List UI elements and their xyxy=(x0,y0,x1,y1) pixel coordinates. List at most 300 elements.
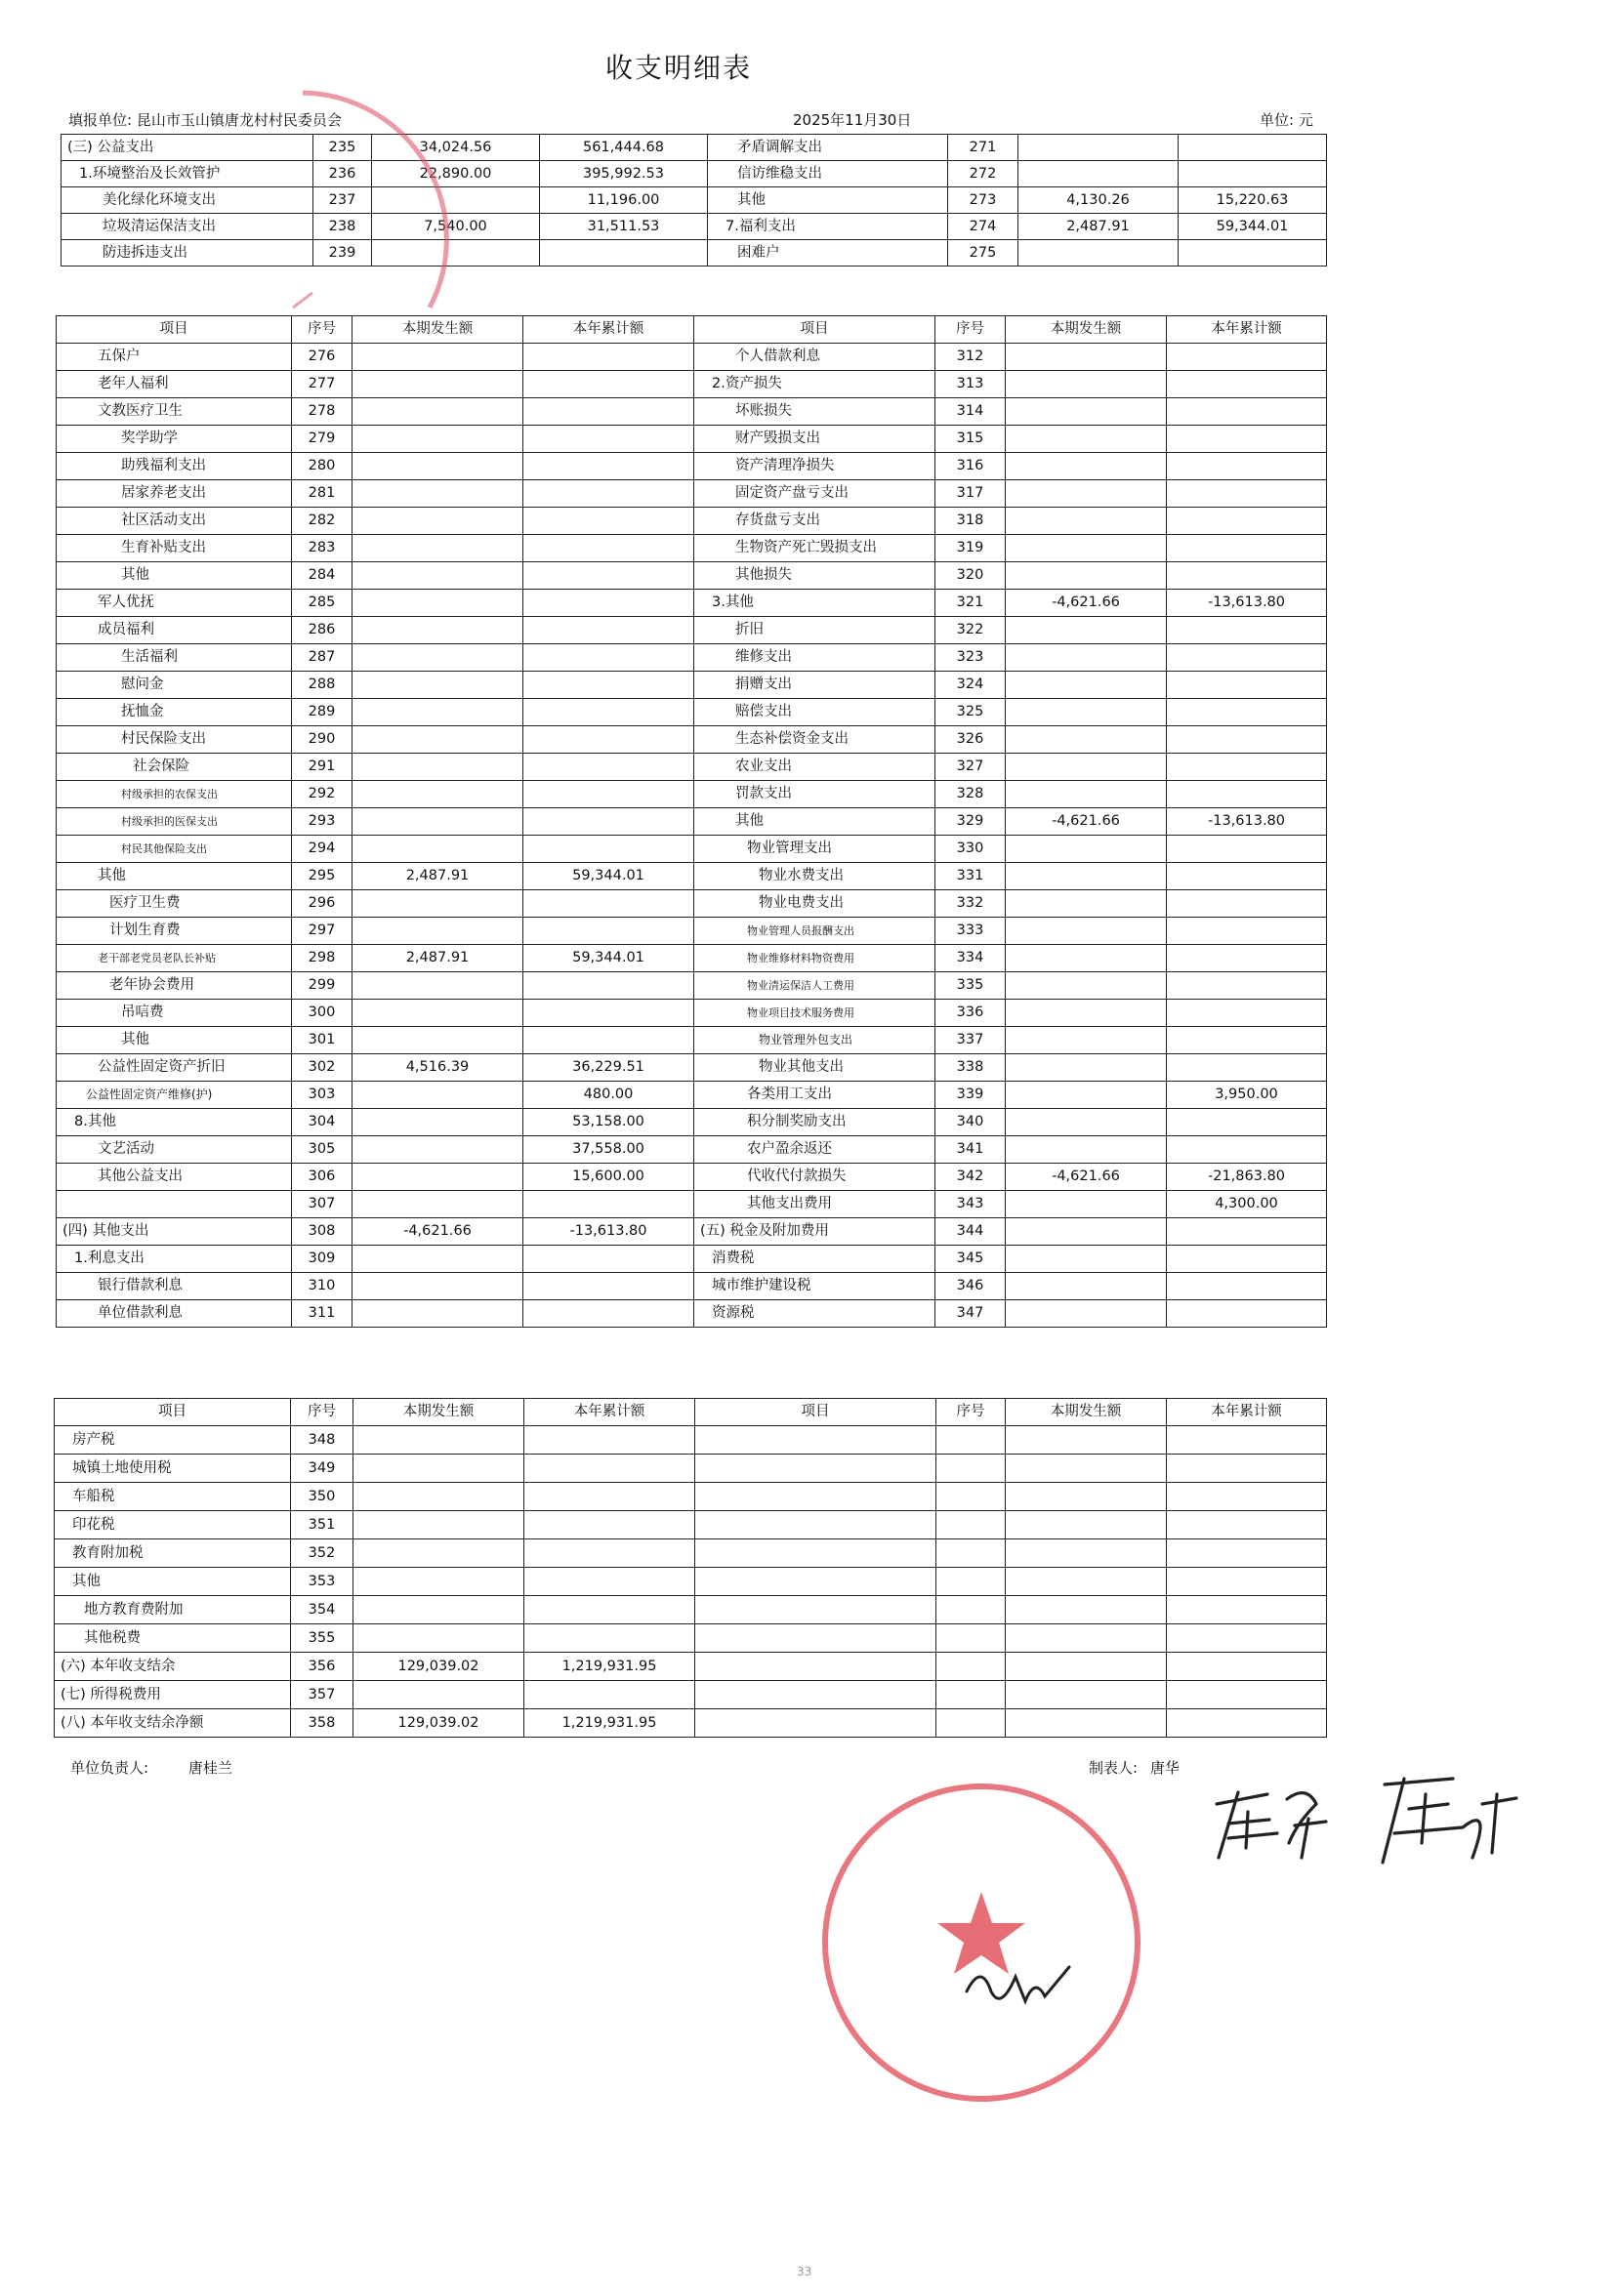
item-name-cell: 物业电费支出 xyxy=(694,890,935,918)
serial-number-cell: 288 xyxy=(292,672,352,699)
serial-number-cell: 303 xyxy=(292,1082,352,1109)
item-name-cell: 银行借款利息 xyxy=(57,1273,292,1300)
year-to-date-amount-cell: 395,992.53 xyxy=(540,161,708,187)
table-row xyxy=(57,726,1327,754)
currency-unit: 单位: 元 xyxy=(1260,111,1313,129)
item-name-cell: 公益性固定资产折旧 xyxy=(57,1054,292,1082)
current-period-amount-cell xyxy=(353,1483,524,1511)
table-row xyxy=(62,187,1327,214)
empty-cell xyxy=(936,1653,1006,1681)
item-name-cell: 农户盈余返还 xyxy=(694,1136,935,1164)
serial-number-cell: 320 xyxy=(935,562,1006,590)
serial-number-cell: 325 xyxy=(935,699,1006,726)
year-to-date-amount-cell xyxy=(1167,1273,1327,1300)
table-row xyxy=(57,1054,1327,1082)
serial-number-cell: 315 xyxy=(935,426,1006,453)
item-name-cell: 其他 xyxy=(55,1568,291,1596)
table-welfare-and-other-expenses xyxy=(56,315,1327,1328)
item-name-cell: 2.资产损失 xyxy=(694,371,935,398)
item-name-cell: 困难户 xyxy=(708,240,948,266)
serial-number-cell: 332 xyxy=(935,890,1006,918)
year-to-date-amount-cell xyxy=(1167,781,1327,808)
current-period-amount-cell xyxy=(352,344,523,371)
current-period-amount-cell xyxy=(352,480,523,508)
year-to-date-amount-cell xyxy=(523,754,694,781)
item-name-cell: 房产税 xyxy=(55,1426,291,1455)
year-to-date-amount-cell xyxy=(1167,644,1327,672)
empty-cell xyxy=(695,1539,936,1568)
table-row xyxy=(57,1300,1327,1328)
serial-number-cell: 282 xyxy=(292,508,352,535)
table-row xyxy=(57,1191,1327,1218)
serial-number-cell: 296 xyxy=(292,890,352,918)
year-to-date-amount-cell xyxy=(524,1568,695,1596)
serial-number-cell: 322 xyxy=(935,617,1006,644)
year-to-date-amount-cell xyxy=(523,535,694,562)
serial-number-cell: 351 xyxy=(291,1511,353,1539)
empty-cell xyxy=(936,1568,1006,1596)
item-name-cell: 1.环境整治及长效管护 xyxy=(62,161,313,187)
item-name-cell: 医疗卫生费 xyxy=(57,890,292,918)
serial-number-cell: 274 xyxy=(948,214,1018,240)
column-header: 项目 xyxy=(694,316,935,344)
item-name-cell: 8.其他 xyxy=(57,1109,292,1136)
current-period-amount-cell xyxy=(1006,426,1167,453)
empty-cell xyxy=(695,1455,936,1483)
year-to-date-amount-cell xyxy=(1167,344,1327,371)
item-name-cell: 代收代付款损失 xyxy=(694,1164,935,1191)
empty-cell xyxy=(1006,1511,1167,1539)
current-period-amount-cell xyxy=(353,1511,524,1539)
year-to-date-amount-cell: 53,158.00 xyxy=(523,1109,694,1136)
table-row xyxy=(55,1539,1327,1568)
serial-number-cell: 341 xyxy=(935,1136,1006,1164)
column-header: 本期发生额 xyxy=(352,316,523,344)
item-name-cell: 罚款支出 xyxy=(694,781,935,808)
current-period-amount-cell xyxy=(352,836,523,863)
item-name-cell: 其他 xyxy=(694,808,935,836)
item-name-cell: 成员福利 xyxy=(57,617,292,644)
year-to-date-amount-cell xyxy=(1167,480,1327,508)
item-name-cell: 捐赠支出 xyxy=(694,672,935,699)
item-name-cell: 车船税 xyxy=(55,1483,291,1511)
item-name-cell: 社会保险 xyxy=(57,754,292,781)
year-to-date-amount-cell: -13,613.80 xyxy=(523,1218,694,1246)
empty-cell xyxy=(1006,1709,1167,1738)
current-period-amount-cell xyxy=(353,1681,524,1709)
item-name-cell: (三) 公益支出 xyxy=(62,135,313,161)
serial-number-cell: 344 xyxy=(935,1218,1006,1246)
year-to-date-amount-cell xyxy=(523,453,694,480)
table-row xyxy=(57,945,1327,972)
item-name-cell: 公益性固定资产维修(护) xyxy=(57,1082,292,1109)
year-to-date-amount-cell xyxy=(523,726,694,754)
column-header: 本期发生额 xyxy=(1006,316,1167,344)
table-row xyxy=(55,1511,1327,1539)
serial-number-cell: 307 xyxy=(292,1191,352,1218)
item-name-cell: 其他 xyxy=(57,562,292,590)
current-period-amount-cell xyxy=(352,726,523,754)
current-period-amount-cell: 7,540.00 xyxy=(372,214,540,240)
year-to-date-amount-cell xyxy=(523,808,694,836)
empty-cell xyxy=(936,1596,1006,1624)
current-period-amount-cell: 4,130.26 xyxy=(1018,187,1179,214)
serial-number-cell: 334 xyxy=(935,945,1006,972)
current-period-amount-cell xyxy=(1006,945,1167,972)
serial-number-cell: 354 xyxy=(291,1596,353,1624)
year-to-date-amount-cell: 1,219,931.95 xyxy=(524,1653,695,1681)
item-name-cell: 老干部老党员老队长补贴 xyxy=(57,945,292,972)
column-header: 序号 xyxy=(935,316,1006,344)
table-row xyxy=(57,1164,1327,1191)
year-to-date-amount-cell xyxy=(1167,1300,1327,1328)
current-period-amount-cell xyxy=(1006,508,1167,535)
year-to-date-amount-cell: 4,300.00 xyxy=(1167,1191,1327,1218)
year-to-date-amount-cell xyxy=(523,918,694,945)
item-name-cell: 坏账损失 xyxy=(694,398,935,426)
year-to-date-amount-cell xyxy=(523,1246,694,1273)
empty-cell xyxy=(936,1624,1006,1653)
serial-number-cell: 331 xyxy=(935,863,1006,890)
serial-number-cell: 326 xyxy=(935,726,1006,754)
serial-number-cell: 306 xyxy=(292,1164,352,1191)
current-period-amount-cell xyxy=(1006,480,1167,508)
current-period-amount-cell: -4,621.66 xyxy=(1006,590,1167,617)
preparer xyxy=(1089,1757,1180,1778)
current-period-amount-cell: -4,621.66 xyxy=(1006,808,1167,836)
serial-number-cell: 343 xyxy=(935,1191,1006,1218)
item-name-cell: 防违拆违支出 xyxy=(62,240,313,266)
column-header: 本年累计额 xyxy=(1167,1399,1327,1426)
preparer-name: 唐华 xyxy=(1149,1759,1180,1777)
item-name-cell: 村级承担的农保支出 xyxy=(57,781,292,808)
year-to-date-amount-cell xyxy=(1167,972,1327,1000)
current-period-amount-cell xyxy=(1006,371,1167,398)
item-name-cell: 各类用工支出 xyxy=(694,1082,935,1109)
empty-cell xyxy=(1167,1624,1327,1653)
table-row xyxy=(57,508,1327,535)
table-row xyxy=(57,1109,1327,1136)
item-name-cell: 奖学助学 xyxy=(57,426,292,453)
item-name-cell: 其他损失 xyxy=(694,562,935,590)
reporting-unit-name: 昆山市玉山镇唐龙村村民委员会 xyxy=(136,111,342,129)
current-period-amount-cell xyxy=(353,1596,524,1624)
item-name-cell: 老年人福利 xyxy=(57,371,292,398)
empty-cell xyxy=(1006,1539,1167,1568)
item-name-cell: 城镇土地使用税 xyxy=(55,1455,291,1483)
column-header: 本年累计额 xyxy=(524,1399,695,1426)
year-to-date-amount-cell: 561,444.68 xyxy=(540,135,708,161)
serial-number-cell: 271 xyxy=(948,135,1018,161)
year-to-date-amount-cell xyxy=(1167,371,1327,398)
year-to-date-amount-cell: -21,863.80 xyxy=(1167,1164,1327,1191)
item-name-cell: 物业管理支出 xyxy=(694,836,935,863)
current-period-amount-cell xyxy=(1006,890,1167,918)
item-name-cell: 美化绿化环境支出 xyxy=(62,187,313,214)
current-period-amount-cell xyxy=(352,1136,523,1164)
official-seal-bottom-stamp xyxy=(815,1777,1147,2109)
current-period-amount-cell xyxy=(1006,1246,1167,1273)
empty-cell xyxy=(695,1483,936,1511)
serial-number-cell: 328 xyxy=(935,781,1006,808)
current-period-amount-cell xyxy=(1006,726,1167,754)
table-row xyxy=(57,1082,1327,1109)
current-period-amount-cell xyxy=(1018,240,1179,266)
year-to-date-amount-cell xyxy=(1167,890,1327,918)
year-to-date-amount-cell xyxy=(523,1191,694,1218)
item-name-cell: 单位借款利息 xyxy=(57,1300,292,1328)
empty-cell xyxy=(695,1426,936,1455)
page-title: 收支明细表 xyxy=(604,52,752,84)
serial-number-cell: 337 xyxy=(935,1027,1006,1054)
column-header: 序号 xyxy=(291,1399,353,1426)
table-row xyxy=(57,1027,1327,1054)
current-period-amount-cell xyxy=(1006,344,1167,371)
current-period-amount-cell xyxy=(352,1082,523,1109)
serial-number-cell: 290 xyxy=(292,726,352,754)
item-name-cell: 1.利息支出 xyxy=(57,1246,292,1273)
year-to-date-amount-cell: 31,511.53 xyxy=(540,214,708,240)
item-name-cell: 抚恤金 xyxy=(57,699,292,726)
current-period-amount-cell xyxy=(1006,1000,1167,1027)
table-row xyxy=(57,972,1327,1000)
current-period-amount-cell xyxy=(1006,1136,1167,1164)
current-period-amount-cell xyxy=(1006,863,1167,890)
current-period-amount-cell xyxy=(1006,453,1167,480)
empty-cell xyxy=(936,1709,1006,1738)
empty-cell xyxy=(1167,1681,1327,1709)
item-name-cell: 生态补偿资金支出 xyxy=(694,726,935,754)
year-to-date-amount-cell xyxy=(524,1681,695,1709)
item-name-cell: (五) 税金及附加费用 xyxy=(694,1218,935,1246)
year-to-date-amount-cell: 480.00 xyxy=(523,1082,694,1109)
current-period-amount-cell xyxy=(1006,562,1167,590)
table-row xyxy=(57,371,1327,398)
table-row xyxy=(57,644,1327,672)
column-header: 序号 xyxy=(292,316,352,344)
year-to-date-amount-cell: 11,196.00 xyxy=(540,187,708,214)
item-name-cell: 生活福利 xyxy=(57,644,292,672)
serial-number-cell: 236 xyxy=(313,161,372,187)
page-number: 33 xyxy=(797,2265,812,2278)
preparer-label: 制表人: xyxy=(1089,1759,1139,1777)
item-name-cell: 物业管理人员报酬支出 xyxy=(694,918,935,945)
year-to-date-amount-cell xyxy=(1167,726,1327,754)
serial-number-cell: 305 xyxy=(292,1136,352,1164)
current-period-amount-cell xyxy=(1006,1273,1167,1300)
year-to-date-amount-cell xyxy=(1179,135,1327,161)
current-period-amount-cell xyxy=(1006,754,1167,781)
year-to-date-amount-cell xyxy=(524,1483,695,1511)
empty-cell xyxy=(695,1596,936,1624)
serial-number-cell: 281 xyxy=(292,480,352,508)
serial-number-cell: 287 xyxy=(292,644,352,672)
table-row xyxy=(57,453,1327,480)
item-name-cell: 物业水费支出 xyxy=(694,863,935,890)
year-to-date-amount-cell xyxy=(1167,945,1327,972)
year-to-date-amount-cell xyxy=(524,1539,695,1568)
current-period-amount-cell: 129,039.02 xyxy=(353,1653,524,1681)
empty-cell xyxy=(1167,1426,1327,1455)
serial-number-cell: 347 xyxy=(935,1300,1006,1328)
item-name-cell: 固定资产盘亏支出 xyxy=(694,480,935,508)
empty-cell xyxy=(936,1426,1006,1455)
table-row xyxy=(57,754,1327,781)
current-period-amount-cell xyxy=(352,1000,523,1027)
year-to-date-amount-cell xyxy=(523,1273,694,1300)
item-name-cell: 其他 xyxy=(57,1027,292,1054)
column-header: 序号 xyxy=(936,1399,1006,1426)
unit-head-name: 唐桂兰 xyxy=(187,1759,232,1777)
table-row xyxy=(57,1136,1327,1164)
empty-cell xyxy=(695,1709,936,1738)
serial-number-cell: 340 xyxy=(935,1109,1006,1136)
serial-number-cell: 300 xyxy=(292,1000,352,1027)
table-row xyxy=(57,562,1327,590)
current-period-amount-cell: 2,487.91 xyxy=(352,863,523,890)
current-period-amount-cell xyxy=(1006,1027,1167,1054)
year-to-date-amount-cell xyxy=(1167,617,1327,644)
current-period-amount-cell xyxy=(353,1455,524,1483)
table-row xyxy=(55,1455,1327,1483)
current-period-amount-cell xyxy=(353,1568,524,1596)
item-name-cell: 助残福利支出 xyxy=(57,453,292,480)
empty-cell xyxy=(1006,1596,1167,1624)
column-header: 项目 xyxy=(55,1399,291,1426)
empty-cell xyxy=(1006,1568,1167,1596)
current-period-amount-cell xyxy=(352,918,523,945)
serial-number-cell: 319 xyxy=(935,535,1006,562)
empty-cell xyxy=(1167,1511,1327,1539)
serial-number-cell: 321 xyxy=(935,590,1006,617)
table-row xyxy=(57,1218,1327,1246)
current-period-amount-cell xyxy=(352,644,523,672)
serial-number-cell: 302 xyxy=(292,1054,352,1082)
item-name-cell: 3.其他 xyxy=(694,590,935,617)
item-name-cell: 物业维修材料物资费用 xyxy=(694,945,935,972)
serial-number-cell: 324 xyxy=(935,672,1006,699)
empty-cell xyxy=(1006,1653,1167,1681)
serial-number-cell: 333 xyxy=(935,918,1006,945)
empty-cell xyxy=(1006,1483,1167,1511)
year-to-date-amount-cell: -13,613.80 xyxy=(1167,590,1327,617)
year-to-date-amount-cell xyxy=(523,644,694,672)
year-to-date-amount-cell: 37,558.00 xyxy=(523,1136,694,1164)
current-period-amount-cell xyxy=(352,590,523,617)
item-name-cell: 信访维稳支出 xyxy=(708,161,948,187)
serial-number-cell: 286 xyxy=(292,617,352,644)
current-period-amount-cell xyxy=(352,672,523,699)
item-name-cell: (八) 本年收支结余净额 xyxy=(55,1709,291,1738)
year-to-date-amount-cell xyxy=(1167,918,1327,945)
year-to-date-amount-cell xyxy=(524,1624,695,1653)
year-to-date-amount-cell xyxy=(1167,836,1327,863)
table-row xyxy=(57,617,1327,644)
serial-number-cell: 317 xyxy=(935,480,1006,508)
year-to-date-amount-cell: 59,344.01 xyxy=(523,863,694,890)
table-row xyxy=(57,781,1327,808)
year-to-date-amount-cell xyxy=(523,562,694,590)
empty-cell xyxy=(695,1568,936,1596)
table-row xyxy=(57,918,1327,945)
current-period-amount-cell xyxy=(352,972,523,1000)
serial-number-cell: 353 xyxy=(291,1568,353,1596)
table-row xyxy=(57,590,1327,617)
column-header: 本期发生额 xyxy=(1006,1399,1167,1426)
year-to-date-amount-cell xyxy=(1167,863,1327,890)
item-name-cell: 五保户 xyxy=(57,344,292,371)
table-row xyxy=(57,699,1327,726)
current-period-amount-cell xyxy=(352,890,523,918)
item-name-cell: 文艺活动 xyxy=(57,1136,292,1164)
serial-number-cell: 349 xyxy=(291,1455,353,1483)
current-period-amount-cell: -4,621.66 xyxy=(352,1218,523,1246)
year-to-date-amount-cell xyxy=(1167,1109,1327,1136)
table-taxes-and-balance xyxy=(54,1398,1327,1738)
serial-number-cell: 299 xyxy=(292,972,352,1000)
year-to-date-amount-cell xyxy=(1179,161,1327,187)
current-period-amount-cell xyxy=(352,508,523,535)
unit-head xyxy=(70,1757,232,1778)
empty-cell xyxy=(1167,1596,1327,1624)
empty-cell xyxy=(936,1511,1006,1539)
item-name-cell: 折旧 xyxy=(694,617,935,644)
current-period-amount-cell xyxy=(353,1426,524,1455)
serial-number-cell: 237 xyxy=(313,187,372,214)
current-period-amount-cell xyxy=(1006,672,1167,699)
item-name-cell: 消费税 xyxy=(694,1246,935,1273)
year-to-date-amount-cell: 15,220.63 xyxy=(1179,187,1327,214)
serial-number-cell: 238 xyxy=(313,214,372,240)
empty-cell xyxy=(1006,1426,1167,1455)
item-name-cell: (四) 其他支出 xyxy=(57,1218,292,1246)
item-name-cell: 城市维护建设税 xyxy=(694,1273,935,1300)
year-to-date-amount-cell xyxy=(1167,1246,1327,1273)
year-to-date-amount-cell xyxy=(523,398,694,426)
serial-number-cell: 339 xyxy=(935,1082,1006,1109)
report-date: 2025年11月30日 xyxy=(793,111,912,129)
item-name-cell: 垃圾清运保洁支出 xyxy=(62,214,313,240)
serial-number-cell: 293 xyxy=(292,808,352,836)
serial-number-cell: 352 xyxy=(291,1539,353,1568)
item-name-cell: 物业管理外包支出 xyxy=(694,1027,935,1054)
current-period-amount-cell xyxy=(1006,1218,1167,1246)
current-period-amount-cell xyxy=(352,1109,523,1136)
table-row xyxy=(55,1681,1327,1709)
serial-number-cell: 310 xyxy=(292,1273,352,1300)
serial-number-cell: 295 xyxy=(292,863,352,890)
table-header-row xyxy=(57,316,1327,344)
table-row xyxy=(57,1273,1327,1300)
current-period-amount-cell xyxy=(1006,918,1167,945)
serial-number-cell: 284 xyxy=(292,562,352,590)
year-to-date-amount-cell xyxy=(1167,1000,1327,1027)
item-name-cell: 文教医疗卫生 xyxy=(57,398,292,426)
year-to-date-amount-cell: -13,613.80 xyxy=(1167,808,1327,836)
item-name-cell xyxy=(57,1191,292,1218)
table-row xyxy=(57,890,1327,918)
current-period-amount-cell xyxy=(352,1300,523,1328)
current-period-amount-cell xyxy=(352,562,523,590)
item-name-cell: 军人优抚 xyxy=(57,590,292,617)
column-header: 项目 xyxy=(57,316,292,344)
current-period-amount-cell xyxy=(352,1191,523,1218)
serial-number-cell: 350 xyxy=(291,1483,353,1511)
serial-number-cell: 342 xyxy=(935,1164,1006,1191)
column-header: 本年累计额 xyxy=(1167,316,1327,344)
item-name-cell: 计划生育费 xyxy=(57,918,292,945)
year-to-date-amount-cell xyxy=(523,480,694,508)
